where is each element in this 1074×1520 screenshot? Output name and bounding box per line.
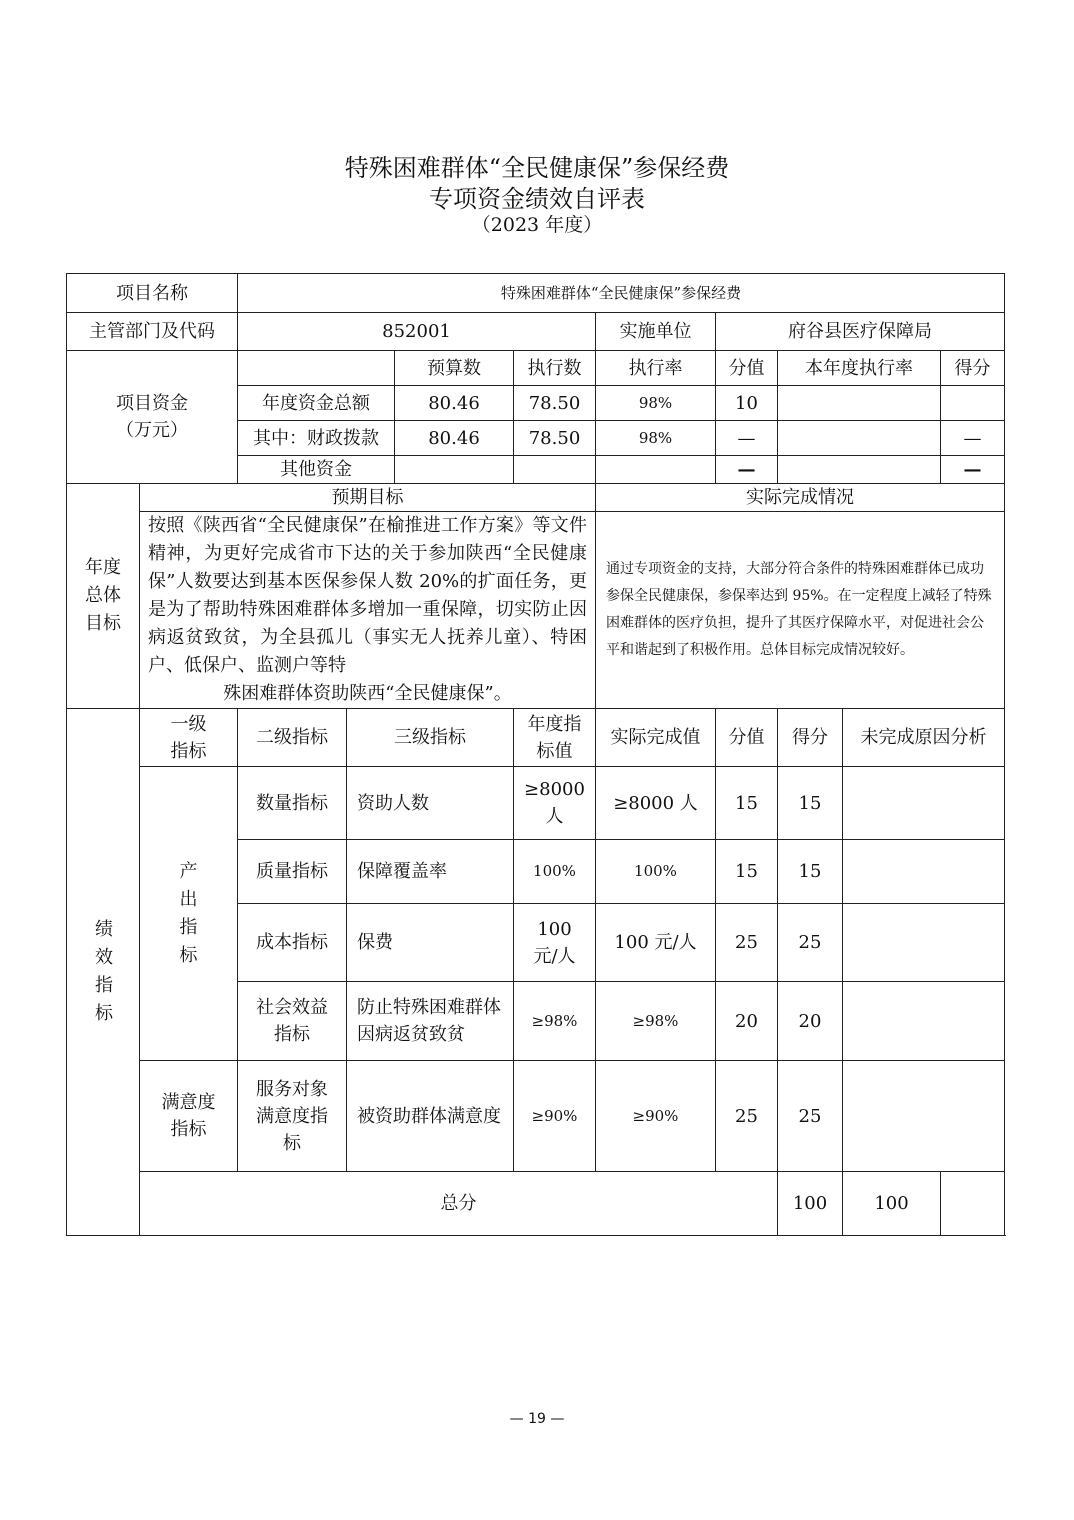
indicator-row (67, 1061, 1005, 1172)
total-score: 100 (843, 1172, 941, 1236)
funds-row-rate (596, 456, 716, 484)
row-score: 20 (778, 982, 843, 1061)
funds-row-exec: 78.50 (514, 421, 596, 456)
row-score-value: 25 (716, 904, 778, 982)
project-name-row (67, 274, 1005, 313)
header-level3: 三级指标 (347, 709, 514, 767)
row-actual: ≥8000 人 (596, 767, 716, 840)
funds-row-year-rate (778, 386, 941, 421)
page-number: — 19 — (509, 1411, 565, 1427)
row-level2: 成本指标 (238, 904, 347, 982)
dept-code: 852001 (238, 313, 596, 351)
funds-header-exec: 执行数 (514, 351, 596, 386)
row-score-value: 15 (716, 767, 778, 840)
row-reason (843, 1061, 1005, 1172)
goals-content-row (67, 512, 1005, 709)
row-level3: 保障覆盖率 (347, 840, 514, 904)
funds-row-rate: 98% (596, 386, 716, 421)
row-target: 100% (514, 840, 596, 904)
doc-title-line2: 专项资金绩效自评表 (429, 185, 645, 213)
funds-row-year-rate (778, 456, 941, 484)
row-target: 100 元/人 (514, 904, 596, 982)
header-level1: 一级指标 (140, 709, 238, 767)
header-actual: 实际完成值 (596, 709, 716, 767)
goals-label: 年度总体目标 (67, 484, 140, 709)
funds-row-score-value: 10 (716, 386, 778, 421)
row-score: 25 (778, 1061, 843, 1172)
header-target: 年度指标值 (514, 709, 596, 767)
row-level2: 数量指标 (238, 767, 347, 840)
row-actual: ≥98% (596, 982, 716, 1061)
indicators-label-text: 绩效指标 (95, 919, 113, 1024)
funds-row-score (941, 386, 1005, 421)
project-name-value: 特殊困难群体“全民健康保”参保经费 (238, 274, 1005, 313)
header-level2: 二级指标 (238, 709, 347, 767)
funds-row-score-value: — (716, 421, 778, 456)
row-target: ≥8000人 (514, 767, 596, 840)
row-actual: 100% (596, 840, 716, 904)
goals-expected-main: 按照《陕西省“全民健康保”在榆推进工作方案》等文件精神，为更好完成省市下达的关于参加陕西“全民健康保”人数要达到基本医保参保人数 20%的扩面任务，更是为了帮助特殊困难群体多增加一重保障，切实防止因病返贫致贫，为全县孤儿（事实无人抚养儿童）、特困户、低保户、监测户等特 (148, 515, 587, 676)
funds-row-name: 其中：财政拨款 (238, 421, 395, 456)
row-score: 15 (778, 840, 843, 904)
funds-row-name: 年度资金总额 (238, 386, 395, 421)
total-reason (941, 1172, 1005, 1236)
row-score-value: 25 (716, 1061, 778, 1172)
goals-actual-text: 通过专项资金的支持，大部分符合条件的特殊困难群体已成功参保全民健康保，参保率达到 95%。在一定程度上减轻了特殊困难群体的医疗负担，提升了其医疗保障水平，对促进社会公平和谐起到了积极作用。总体目标完成情况较好。 (596, 512, 1005, 709)
total-label: 总分 (140, 1172, 778, 1236)
goals-actual-header: 实际完成情况 (596, 484, 1005, 512)
row-score-value: 15 (716, 840, 778, 904)
row-reason (843, 767, 1005, 840)
row-score-value: 20 (716, 982, 778, 1061)
project-name-label: 项目名称 (67, 274, 238, 313)
row-actual: ≥90% (596, 1061, 716, 1172)
unit-value: 府谷县医疗保障局 (716, 313, 1005, 351)
unit-label: 实施单位 (596, 313, 716, 351)
doc-title-line1: 特殊困难群体“全民健康保”参保经费 (344, 154, 730, 182)
header-score: 得分 (778, 709, 843, 767)
funds-row-score-value: — (716, 456, 778, 484)
row-level3: 防止特殊困难群体因病返贫致贫 (347, 982, 514, 1061)
header-score-value: 分值 (716, 709, 778, 767)
row-level2: 质量指标 (238, 840, 347, 904)
total-score-value: 100 (778, 1172, 843, 1236)
funds-header-score-value: 分值 (716, 351, 778, 386)
funds-row-budget: 80.46 (395, 421, 514, 456)
row-reason (843, 840, 1005, 904)
indicator-row (67, 767, 1005, 840)
funds-row-score: — (941, 456, 1005, 484)
row-level3: 保费 (347, 904, 514, 982)
row-reason (843, 982, 1005, 1061)
funds-row-year-rate (778, 421, 941, 456)
goals-expected-last: 殊困难群体资助陕西“全民健康保”。 (223, 683, 512, 704)
row-reason (843, 904, 1005, 982)
goals-expected-text (140, 512, 596, 709)
satisfaction-label: 满意度指标 (140, 1061, 238, 1172)
row-target: ≥98% (514, 982, 596, 1061)
dept-label: 主管部门及代码 (67, 313, 238, 351)
funds-label (67, 351, 238, 484)
goals-expected-header: 预期目标 (140, 484, 596, 512)
funds-row-score: — (941, 421, 1005, 456)
total-row (67, 1172, 1005, 1236)
goals-header-row (67, 484, 1005, 512)
row-level3: 被资助群体满意度 (347, 1061, 514, 1172)
row-level2: 服务对象满意度指标 (238, 1061, 347, 1172)
indicators-label (67, 709, 140, 1236)
funds-row-exec (514, 456, 596, 484)
row-target: ≥90% (514, 1061, 596, 1172)
row-actual: 100 元/人 (596, 904, 716, 982)
funds-row-budget: 80.46 (395, 386, 514, 421)
funds-header-rate: 执行率 (596, 351, 716, 386)
funds-row-rate: 98% (596, 421, 716, 456)
funds-row-exec: 78.50 (514, 386, 596, 421)
funds-label-line2: （万元） (116, 420, 188, 441)
funds-label-line1: 项目资金 (116, 393, 188, 414)
row-level3: 资助人数 (347, 767, 514, 840)
funds-row-budget (395, 456, 514, 484)
output-label: 产出指标 (140, 767, 238, 1061)
department-row (67, 313, 1005, 351)
header-reason: 未完成原因分析 (843, 709, 1005, 767)
funds-header-year-rate: 本年度执行率 (778, 351, 941, 386)
funds-header-score: 得分 (941, 351, 1005, 386)
row-score: 25 (778, 904, 843, 982)
indicator-header-row (67, 709, 1005, 767)
doc-year: （2023 年度） (471, 214, 603, 236)
funds-header-row (67, 351, 1005, 386)
row-score: 15 (778, 767, 843, 840)
evaluation-table (66, 273, 1005, 1236)
funds-header-blank (238, 351, 395, 386)
funds-row-name: 其他资金 (238, 456, 395, 484)
row-level2: 社会效益指标 (238, 982, 347, 1061)
funds-header-budget: 预算数 (395, 351, 514, 386)
